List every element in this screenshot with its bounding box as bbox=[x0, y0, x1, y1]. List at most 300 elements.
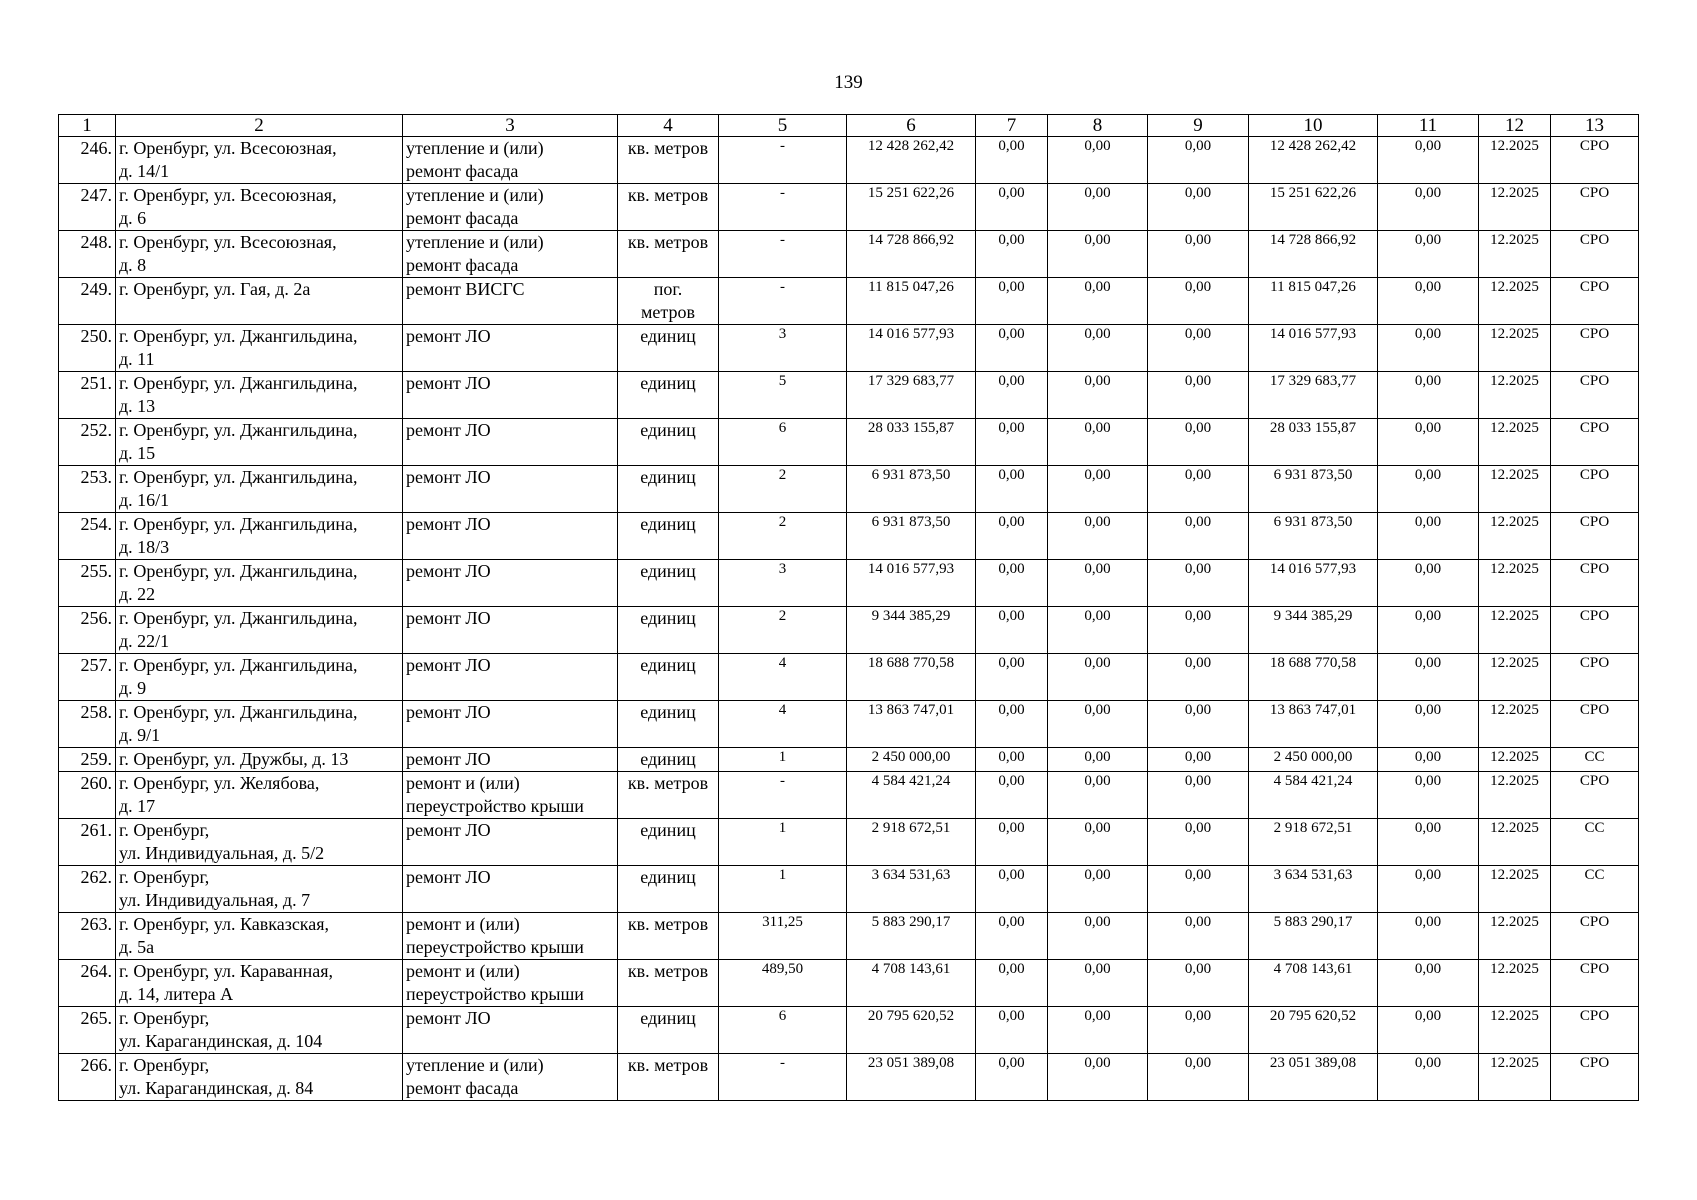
address-line-1: г. Оренбург, ул. Всесоюзная, bbox=[119, 185, 337, 205]
completion-date-cell: 12.2025 bbox=[1479, 419, 1551, 466]
total-cost-cell: 18 688 770,58 bbox=[847, 654, 976, 701]
column-10-cell: 3 634 531,63 bbox=[1249, 866, 1378, 913]
row-number-cell: 247. bbox=[59, 184, 116, 231]
quantity-cell: 1 bbox=[719, 866, 847, 913]
address-line-2: д. 8 bbox=[119, 255, 147, 275]
column-11-cell: 0,00 bbox=[1378, 748, 1479, 772]
address-line-1: г. Оренбург, ул. Всесоюзная, bbox=[119, 138, 337, 158]
work-type-cell bbox=[403, 513, 618, 560]
work-type-cell bbox=[403, 372, 618, 419]
column-10-cell: 14 016 577,93 bbox=[1249, 560, 1378, 607]
work-type-cell bbox=[403, 772, 618, 819]
fund-method-cell: СС bbox=[1551, 819, 1639, 866]
quantity-cell: 3 bbox=[719, 325, 847, 372]
column-8-cell: 0,00 bbox=[1048, 1007, 1148, 1054]
column-9-cell: 0,00 bbox=[1148, 1007, 1249, 1054]
fund-method-cell: СРО bbox=[1551, 184, 1639, 231]
column-11-cell: 0,00 bbox=[1378, 278, 1479, 325]
table-row bbox=[59, 372, 1639, 419]
work-type-line-1: ремонт и (или) bbox=[406, 773, 520, 793]
column-11-cell: 0,00 bbox=[1378, 960, 1479, 1007]
completion-date-cell: 12.2025 bbox=[1479, 560, 1551, 607]
completion-date-cell: 12.2025 bbox=[1479, 137, 1551, 184]
row-number-cell: 254. bbox=[59, 513, 116, 560]
column-8-cell: 0,00 bbox=[1048, 184, 1148, 231]
completion-date-cell: 12.2025 bbox=[1479, 607, 1551, 654]
unit-cell bbox=[618, 654, 719, 701]
work-type-line-2: ремонт фасада bbox=[406, 161, 519, 181]
address-line-1: г. Оренбург, ул. Джангильдина, bbox=[119, 326, 358, 346]
column-11-cell: 0,00 bbox=[1378, 419, 1479, 466]
address-line-2: д. 14/1 bbox=[119, 161, 170, 181]
work-type-line-2: ремонт фасада bbox=[406, 208, 519, 228]
column-9-cell: 0,00 bbox=[1148, 913, 1249, 960]
work-type-cell bbox=[403, 231, 618, 278]
column-7-cell: 0,00 bbox=[976, 913, 1048, 960]
unit-cell bbox=[618, 913, 719, 960]
column-header: 8 bbox=[1048, 115, 1148, 137]
column-header: 13 bbox=[1551, 115, 1639, 137]
quantity-cell: 3 bbox=[719, 560, 847, 607]
table-row bbox=[59, 819, 1639, 866]
quantity-cell: - bbox=[719, 278, 847, 325]
column-7-cell: 0,00 bbox=[976, 231, 1048, 278]
quantity-cell: 2 bbox=[719, 513, 847, 560]
work-type-cell bbox=[403, 701, 618, 748]
column-10-cell: 6 931 873,50 bbox=[1249, 466, 1378, 513]
table-row bbox=[59, 560, 1639, 607]
column-10-cell: 14 728 866,92 bbox=[1249, 231, 1378, 278]
total-cost-cell: 9 344 385,29 bbox=[847, 607, 976, 654]
column-7-cell: 0,00 bbox=[976, 1007, 1048, 1054]
row-number-cell: 258. bbox=[59, 701, 116, 748]
total-cost-cell: 17 329 683,77 bbox=[847, 372, 976, 419]
row-number-cell: 252. bbox=[59, 419, 116, 466]
table-row bbox=[59, 231, 1639, 278]
quantity-cell: - bbox=[719, 137, 847, 184]
column-10-cell: 17 329 683,77 bbox=[1249, 372, 1378, 419]
table-row bbox=[59, 513, 1639, 560]
table-row bbox=[59, 466, 1639, 513]
column-11-cell: 0,00 bbox=[1378, 560, 1479, 607]
row-number-cell: 261. bbox=[59, 819, 116, 866]
unit-line-1: пог. bbox=[653, 279, 683, 299]
column-10-cell: 13 863 747,01 bbox=[1249, 701, 1378, 748]
unit-cell bbox=[618, 866, 719, 913]
work-type-line-1: утепление и (или) bbox=[406, 1055, 544, 1075]
fund-method-cell: СРО bbox=[1551, 654, 1639, 701]
column-11-cell: 0,00 bbox=[1378, 466, 1479, 513]
work-type-line-1: ремонт и (или) bbox=[406, 961, 520, 981]
address-line-1: г. Оренбург, ул. Джангильдина, bbox=[119, 561, 358, 581]
work-type-cell bbox=[403, 607, 618, 654]
column-10-cell: 15 251 622,26 bbox=[1249, 184, 1378, 231]
address-line-2: д. 6 bbox=[119, 208, 147, 228]
work-type-cell bbox=[403, 960, 618, 1007]
address-line-2: д. 13 bbox=[119, 396, 156, 416]
column-9-cell: 0,00 bbox=[1148, 184, 1249, 231]
work-type-cell bbox=[403, 654, 618, 701]
fund-method-cell: СРО bbox=[1551, 1007, 1639, 1054]
unit-line-1: кв. метров bbox=[627, 914, 709, 934]
row-number-cell: 259. bbox=[59, 748, 116, 772]
address-cell bbox=[116, 654, 403, 701]
column-8-cell: 0,00 bbox=[1048, 607, 1148, 654]
total-cost-cell: 14 016 577,93 bbox=[847, 560, 976, 607]
work-type-cell bbox=[403, 866, 618, 913]
work-type-line-2: ремонт фасада bbox=[406, 255, 519, 275]
unit-line-1: единиц bbox=[640, 608, 696, 628]
address-line-1: г. Оренбург, ул. Джангильдина, bbox=[119, 702, 358, 722]
column-8-cell: 0,00 bbox=[1048, 913, 1148, 960]
column-9-cell: 0,00 bbox=[1148, 231, 1249, 278]
work-type-line-1: ремонт ЛО bbox=[406, 561, 491, 581]
column-11-cell: 0,00 bbox=[1378, 513, 1479, 560]
work-type-line-1: ремонт ЛО bbox=[406, 467, 491, 487]
address-line-1: г. Оренбург, ул. Джангильдина, bbox=[119, 420, 358, 440]
column-7-cell: 0,00 bbox=[976, 748, 1048, 772]
table-row bbox=[59, 607, 1639, 654]
column-10-cell: 11 815 047,26 bbox=[1249, 278, 1378, 325]
work-type-cell bbox=[403, 137, 618, 184]
total-cost-cell: 3 634 531,63 bbox=[847, 866, 976, 913]
completion-date-cell: 12.2025 bbox=[1479, 513, 1551, 560]
completion-date-cell: 12.2025 bbox=[1479, 866, 1551, 913]
unit-cell bbox=[618, 772, 719, 819]
column-8-cell: 0,00 bbox=[1048, 231, 1148, 278]
address-line-2: д. 22 bbox=[119, 584, 156, 604]
unit-cell bbox=[618, 1054, 719, 1101]
total-cost-cell: 20 795 620,52 bbox=[847, 1007, 976, 1054]
address-cell bbox=[116, 278, 403, 325]
unit-cell bbox=[618, 748, 719, 772]
address-cell bbox=[116, 748, 403, 772]
column-8-cell: 0,00 bbox=[1048, 654, 1148, 701]
column-8-cell: 0,00 bbox=[1048, 748, 1148, 772]
column-header: 1 bbox=[59, 115, 116, 137]
work-type-line-1: ремонт и (или) bbox=[406, 914, 520, 934]
column-10-cell: 28 033 155,87 bbox=[1249, 419, 1378, 466]
completion-date-cell: 12.2025 bbox=[1479, 913, 1551, 960]
repair-register-table bbox=[58, 114, 1639, 1101]
column-10-cell: 2 918 672,51 bbox=[1249, 819, 1378, 866]
unit-line-1: единиц bbox=[640, 514, 696, 534]
work-type-line-1: ремонт ЛО bbox=[406, 420, 491, 440]
address-line-1: г. Оренбург, ул. Караванная, bbox=[119, 961, 334, 981]
column-8-cell: 0,00 bbox=[1048, 701, 1148, 748]
completion-date-cell: 12.2025 bbox=[1479, 372, 1551, 419]
column-10-cell: 9 344 385,29 bbox=[1249, 607, 1378, 654]
column-9-cell: 0,00 bbox=[1148, 278, 1249, 325]
total-cost-cell: 6 931 873,50 bbox=[847, 466, 976, 513]
column-number-header-row bbox=[59, 115, 1639, 137]
column-9-cell: 0,00 bbox=[1148, 960, 1249, 1007]
row-number-cell: 266. bbox=[59, 1054, 116, 1101]
unit-line-1: единиц bbox=[640, 420, 696, 440]
address-cell bbox=[116, 819, 403, 866]
column-8-cell: 0,00 bbox=[1048, 772, 1148, 819]
row-number-cell: 253. bbox=[59, 466, 116, 513]
column-11-cell: 0,00 bbox=[1378, 607, 1479, 654]
column-9-cell: 0,00 bbox=[1148, 419, 1249, 466]
unit-line-1: кв. метров bbox=[627, 185, 709, 205]
address-line-2: д. 11 bbox=[119, 349, 155, 369]
address-line-1: г. Оренбург, ул. Желябова, bbox=[119, 773, 320, 793]
work-type-line-1: утепление и (или) bbox=[406, 138, 544, 158]
unit-line-1: единиц bbox=[640, 655, 696, 675]
address-cell bbox=[116, 772, 403, 819]
total-cost-cell: 13 863 747,01 bbox=[847, 701, 976, 748]
row-number-cell: 260. bbox=[59, 772, 116, 819]
address-line-1: г. Оренбург, ул. Дружбы, д. 13 bbox=[119, 749, 349, 769]
address-cell bbox=[116, 1054, 403, 1101]
column-8-cell: 0,00 bbox=[1048, 278, 1148, 325]
address-line-1: г. Оренбург, ул. Гая, д. 2а bbox=[119, 279, 311, 299]
work-type-cell bbox=[403, 466, 618, 513]
fund-method-cell: СРО bbox=[1551, 560, 1639, 607]
address-line-1: г. Оренбург, ул. Всесоюзная, bbox=[119, 232, 337, 252]
column-9-cell: 0,00 bbox=[1148, 466, 1249, 513]
table-row bbox=[59, 325, 1639, 372]
column-10-cell: 20 795 620,52 bbox=[1249, 1007, 1378, 1054]
table-row bbox=[59, 748, 1639, 772]
row-number-cell: 256. bbox=[59, 607, 116, 654]
completion-date-cell: 12.2025 bbox=[1479, 748, 1551, 772]
address-cell bbox=[116, 960, 403, 1007]
address-line-2: д. 14, литера А bbox=[119, 984, 234, 1004]
completion-date-cell: 12.2025 bbox=[1479, 278, 1551, 325]
address-cell bbox=[116, 513, 403, 560]
row-number-cell: 246. bbox=[59, 137, 116, 184]
work-type-line-1: ремонт ЛО bbox=[406, 1008, 491, 1028]
total-cost-cell: 11 815 047,26 bbox=[847, 278, 976, 325]
column-9-cell: 0,00 bbox=[1148, 513, 1249, 560]
column-9-cell: 0,00 bbox=[1148, 325, 1249, 372]
row-number-cell: 263. bbox=[59, 913, 116, 960]
column-header: 2 bbox=[116, 115, 403, 137]
column-9-cell: 0,00 bbox=[1148, 372, 1249, 419]
column-9-cell: 0,00 bbox=[1148, 1054, 1249, 1101]
unit-line-1: единиц bbox=[640, 867, 696, 887]
total-cost-cell: 6 931 873,50 bbox=[847, 513, 976, 560]
unit-cell bbox=[618, 1007, 719, 1054]
fund-method-cell: СРО bbox=[1551, 137, 1639, 184]
column-8-cell: 0,00 bbox=[1048, 466, 1148, 513]
address-cell bbox=[116, 372, 403, 419]
column-header: 4 bbox=[618, 115, 719, 137]
unit-line-1: единиц bbox=[640, 373, 696, 393]
column-11-cell: 0,00 bbox=[1378, 231, 1479, 278]
address-cell bbox=[116, 325, 403, 372]
quantity-cell: 4 bbox=[719, 654, 847, 701]
column-7-cell: 0,00 bbox=[976, 1054, 1048, 1101]
address-cell bbox=[116, 419, 403, 466]
unit-line-1: кв. метров bbox=[627, 961, 709, 981]
column-11-cell: 0,00 bbox=[1378, 654, 1479, 701]
fund-method-cell: СРО bbox=[1551, 701, 1639, 748]
column-11-cell: 0,00 bbox=[1378, 772, 1479, 819]
address-cell bbox=[116, 137, 403, 184]
fund-method-cell: СРО bbox=[1551, 231, 1639, 278]
total-cost-cell: 4 584 421,24 bbox=[847, 772, 976, 819]
work-type-cell bbox=[403, 819, 618, 866]
fund-method-cell: СРО bbox=[1551, 913, 1639, 960]
quantity-cell: - bbox=[719, 772, 847, 819]
table-row bbox=[59, 1054, 1639, 1101]
row-number-cell: 255. bbox=[59, 560, 116, 607]
address-line-2: д. 16/1 bbox=[119, 490, 170, 510]
address-line-1: г. Оренбург, bbox=[119, 867, 210, 887]
unit-cell bbox=[618, 184, 719, 231]
column-8-cell: 0,00 bbox=[1048, 1054, 1148, 1101]
work-type-cell bbox=[403, 184, 618, 231]
address-line-2: д. 18/3 bbox=[119, 537, 170, 557]
unit-line-1: единиц bbox=[640, 702, 696, 722]
work-type-line-1: ремонт ЛО bbox=[406, 373, 491, 393]
column-10-cell: 23 051 389,08 bbox=[1249, 1054, 1378, 1101]
address-cell bbox=[116, 701, 403, 748]
address-line-1: г. Оренбург, bbox=[119, 820, 210, 840]
column-8-cell: 0,00 bbox=[1048, 419, 1148, 466]
column-11-cell: 0,00 bbox=[1378, 701, 1479, 748]
column-7-cell: 0,00 bbox=[976, 560, 1048, 607]
address-line-1: г. Оренбург, ул. Джангильдина, bbox=[119, 608, 358, 628]
fund-method-cell: СРО bbox=[1551, 278, 1639, 325]
row-number-cell: 262. bbox=[59, 866, 116, 913]
column-7-cell: 0,00 bbox=[976, 960, 1048, 1007]
column-10-cell: 5 883 290,17 bbox=[1249, 913, 1378, 960]
address-line-2: д. 5а bbox=[119, 937, 155, 957]
address-line-2: д. 9 bbox=[119, 678, 147, 698]
unit-line-1: единиц bbox=[640, 467, 696, 487]
row-number-cell: 248. bbox=[59, 231, 116, 278]
unit-line-1: единиц bbox=[640, 326, 696, 346]
column-header: 12 bbox=[1479, 115, 1551, 137]
unit-cell bbox=[618, 513, 719, 560]
row-number-cell: 257. bbox=[59, 654, 116, 701]
address-line-1: г. Оренбург, ул. Кавказская, bbox=[119, 914, 330, 934]
work-type-line-1: ремонт ЛО bbox=[406, 867, 491, 887]
unit-cell bbox=[618, 419, 719, 466]
column-11-cell: 0,00 bbox=[1378, 1054, 1479, 1101]
work-type-line-1: утепление и (или) bbox=[406, 232, 544, 252]
work-type-line-2: переустройство крыши bbox=[406, 937, 584, 957]
column-10-cell: 4 584 421,24 bbox=[1249, 772, 1378, 819]
column-10-cell: 14 016 577,93 bbox=[1249, 325, 1378, 372]
unit-cell bbox=[618, 819, 719, 866]
row-number-cell: 265. bbox=[59, 1007, 116, 1054]
fund-method-cell: СРО bbox=[1551, 772, 1639, 819]
completion-date-cell: 12.2025 bbox=[1479, 1054, 1551, 1101]
column-8-cell: 0,00 bbox=[1048, 137, 1148, 184]
column-11-cell: 0,00 bbox=[1378, 137, 1479, 184]
quantity-cell: 6 bbox=[719, 419, 847, 466]
unit-cell bbox=[618, 607, 719, 654]
total-cost-cell: 12 428 262,42 bbox=[847, 137, 976, 184]
completion-date-cell: 12.2025 bbox=[1479, 701, 1551, 748]
address-line-1: г. Оренбург, ул. Джангильдина, bbox=[119, 373, 358, 393]
quantity-cell: - bbox=[719, 1054, 847, 1101]
unit-cell bbox=[618, 466, 719, 513]
column-7-cell: 0,00 bbox=[976, 466, 1048, 513]
unit-line-1: кв. метров bbox=[627, 773, 709, 793]
address-cell bbox=[116, 866, 403, 913]
work-type-line-1: утепление и (или) bbox=[406, 185, 544, 205]
work-type-cell bbox=[403, 419, 618, 466]
quantity-cell: 311,25 bbox=[719, 913, 847, 960]
table-row bbox=[59, 1007, 1639, 1054]
column-header: 3 bbox=[403, 115, 618, 137]
page-number: 139 bbox=[834, 72, 863, 93]
quantity-cell: 1 bbox=[719, 748, 847, 772]
work-type-line-1: ремонт ЛО bbox=[406, 702, 491, 722]
completion-date-cell: 12.2025 bbox=[1479, 184, 1551, 231]
column-header: 7 bbox=[976, 115, 1048, 137]
completion-date-cell: 12.2025 bbox=[1479, 654, 1551, 701]
quantity-cell: 1 bbox=[719, 819, 847, 866]
column-9-cell: 0,00 bbox=[1148, 866, 1249, 913]
address-cell bbox=[116, 607, 403, 654]
column-11-cell: 0,00 bbox=[1378, 184, 1479, 231]
column-11-cell: 0,00 bbox=[1378, 819, 1479, 866]
column-header: 10 bbox=[1249, 115, 1378, 137]
table-row bbox=[59, 701, 1639, 748]
column-10-cell: 6 931 873,50 bbox=[1249, 513, 1378, 560]
unit-cell bbox=[618, 560, 719, 607]
table-row bbox=[59, 772, 1639, 819]
row-number-cell: 264. bbox=[59, 960, 116, 1007]
column-8-cell: 0,00 bbox=[1048, 960, 1148, 1007]
unit-cell bbox=[618, 231, 719, 278]
address-line-2: д. 15 bbox=[119, 443, 156, 463]
row-number-cell: 249. bbox=[59, 278, 116, 325]
table-row bbox=[59, 960, 1639, 1007]
fund-method-cell: СРО bbox=[1551, 466, 1639, 513]
unit-line-1: кв. метров bbox=[627, 138, 709, 158]
table-row bbox=[59, 419, 1639, 466]
fund-method-cell: СРО bbox=[1551, 325, 1639, 372]
address-line-1: г. Оренбург, ул. Джангильдина, bbox=[119, 655, 358, 675]
table-row bbox=[59, 866, 1639, 913]
fund-method-cell: СС bbox=[1551, 748, 1639, 772]
unit-line-1: кв. метров bbox=[627, 232, 709, 252]
address-cell bbox=[116, 184, 403, 231]
work-type-line-1: ремонт ЛО bbox=[406, 749, 491, 769]
table-row bbox=[59, 184, 1639, 231]
column-header: 9 bbox=[1148, 115, 1249, 137]
unit-cell bbox=[618, 137, 719, 184]
work-type-cell bbox=[403, 1054, 618, 1101]
unit-line-1: единиц bbox=[640, 1008, 696, 1028]
fund-method-cell: СРО bbox=[1551, 419, 1639, 466]
address-line-2: ул. Индивидуальная, д. 7 bbox=[119, 890, 311, 910]
column-7-cell: 0,00 bbox=[976, 866, 1048, 913]
work-type-line-2: переустройство крыши bbox=[406, 984, 584, 1004]
work-type-cell bbox=[403, 913, 618, 960]
completion-date-cell: 12.2025 bbox=[1479, 466, 1551, 513]
column-7-cell: 0,00 bbox=[976, 819, 1048, 866]
column-9-cell: 0,00 bbox=[1148, 137, 1249, 184]
quantity-cell: - bbox=[719, 231, 847, 278]
total-cost-cell: 28 033 155,87 bbox=[847, 419, 976, 466]
quantity-cell: 2 bbox=[719, 466, 847, 513]
column-7-cell: 0,00 bbox=[976, 607, 1048, 654]
total-cost-cell: 23 051 389,08 bbox=[847, 1054, 976, 1101]
column-7-cell: 0,00 bbox=[976, 372, 1048, 419]
total-cost-cell: 2 918 672,51 bbox=[847, 819, 976, 866]
table-row bbox=[59, 913, 1639, 960]
column-7-cell: 0,00 bbox=[976, 772, 1048, 819]
